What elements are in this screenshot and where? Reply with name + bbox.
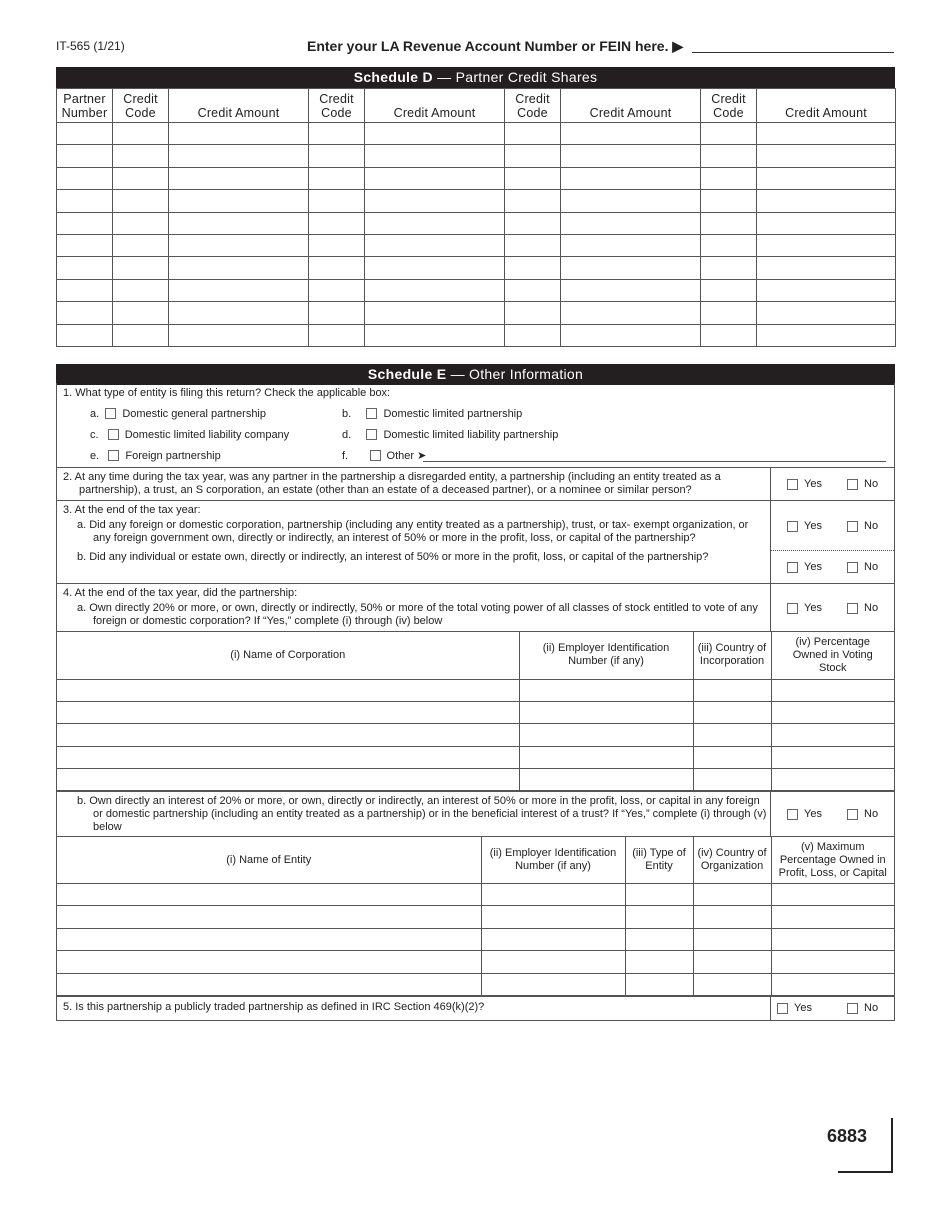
checkbox[interactable]	[787, 809, 798, 820]
other-entity-line[interactable]	[423, 461, 886, 462]
question-4a-text: a. Own directly 20% or more, or own, directly or indirectly, 50% or more of the total voting power of all classes of stock entitled to vote of any foreign or domestic corporation? If “Yes,” complete (i) through (iv) below	[77, 602, 758, 627]
input-cell[interactable]	[505, 167, 561, 189]
checkbox[interactable]	[108, 429, 119, 440]
col-credit-amount: Credit Amount	[365, 89, 505, 123]
table-row	[57, 190, 896, 212]
account-number-prompt: Enter your LA Revenue Account Number or FEIN here. ▶	[307, 38, 684, 54]
input-cell[interactable]	[169, 234, 309, 256]
input-cell[interactable]	[57, 928, 481, 950]
input-cell[interactable]	[757, 123, 896, 145]
corporation-table-row	[57, 632, 894, 792]
col-credit-code: Credit Code	[113, 89, 169, 123]
input-cell[interactable]	[481, 906, 625, 928]
input-cell[interactable]	[561, 212, 701, 234]
input-cell[interactable]	[701, 279, 757, 301]
input-cell[interactable]	[169, 190, 309, 212]
schedule-e	[56, 383, 895, 1021]
checkbox[interactable]	[105, 408, 116, 419]
col-corp-name: (i) Name of Corporation	[57, 632, 519, 679]
input-cell[interactable]	[57, 324, 113, 346]
question-3	[57, 501, 894, 584]
input-cell[interactable]	[561, 279, 701, 301]
table-row	[57, 724, 894, 746]
input-cell[interactable]	[309, 279, 365, 301]
input-cell[interactable]	[561, 234, 701, 256]
table-row	[57, 145, 896, 167]
input-cell[interactable]	[561, 123, 701, 145]
input-cell[interactable]	[365, 257, 505, 279]
input-cell[interactable]	[701, 123, 757, 145]
schedule-d	[56, 67, 895, 347]
input-cell[interactable]	[701, 145, 757, 167]
input-cell[interactable]	[169, 167, 309, 189]
input-cell[interactable]	[701, 190, 757, 212]
option-c[interactable]: c. Domestic limited liability company	[90, 429, 290, 441]
schedule-d-title: Schedule D — Partner Credit Shares	[56, 67, 895, 88]
answer-cell	[770, 468, 894, 500]
entity-table-row	[57, 837, 894, 996]
input-cell[interactable]	[757, 234, 896, 256]
input-cell[interactable]	[701, 167, 757, 189]
no-option[interactable]: No	[847, 1002, 878, 1015]
table-row	[57, 302, 896, 324]
table-row	[57, 951, 894, 973]
checkbox[interactable]	[366, 408, 377, 419]
col-entity-country: (iv) Country of Organization	[693, 837, 771, 883]
input-cell[interactable]	[693, 883, 771, 905]
input-cell[interactable]	[169, 302, 309, 324]
checkbox[interactable]	[847, 809, 858, 820]
input-cell[interactable]	[57, 279, 113, 301]
checkbox[interactable]	[777, 1003, 788, 1014]
input-cell[interactable]	[309, 167, 365, 189]
input-cell[interactable]	[57, 951, 481, 973]
checkbox[interactable]	[370, 450, 381, 461]
input-cell[interactable]	[169, 324, 309, 346]
answer-cell	[770, 584, 894, 631]
input-cell[interactable]	[771, 746, 894, 768]
question-1-text: 1. What type of entity is filing this return? Check the applicable box:	[63, 387, 391, 399]
form-number: 6883	[826, 1126, 867, 1146]
input-cell[interactable]	[57, 145, 113, 167]
input-cell[interactable]	[519, 769, 693, 791]
input-cell[interactable]	[309, 234, 365, 256]
no-option[interactable]: No	[847, 602, 878, 615]
yes-option[interactable]: Yes	[787, 808, 822, 821]
input-cell[interactable]	[113, 212, 169, 234]
input-cell[interactable]	[365, 212, 505, 234]
col-credit-code: Credit Code	[701, 89, 757, 123]
table-row	[57, 769, 894, 791]
input-cell[interactable]	[113, 145, 169, 167]
input-cell[interactable]	[519, 679, 693, 701]
checkbox[interactable]	[787, 479, 798, 490]
input-cell[interactable]	[757, 302, 896, 324]
partner-credit-table	[56, 88, 896, 347]
col-entity-name: (i) Name of Entity	[57, 837, 481, 883]
input-cell[interactable]	[57, 746, 519, 768]
input-cell[interactable]	[481, 883, 625, 905]
input-cell[interactable]	[481, 951, 625, 973]
col-credit-amount: Credit Amount	[169, 89, 309, 123]
input-cell[interactable]	[693, 769, 771, 791]
question-4-text: 4. At the end of the tax year, did the partnership:	[63, 587, 298, 599]
input-cell[interactable]	[757, 167, 896, 189]
answer-cell	[770, 997, 894, 1020]
yes-option[interactable]: Yes	[787, 478, 822, 491]
option-a[interactable]: a. Domestic general partnership	[90, 408, 266, 420]
option-d[interactable]: d. Domestic limited liability partnership	[342, 429, 559, 441]
table-row	[57, 123, 896, 145]
input-cell[interactable]	[625, 883, 693, 905]
input-cell[interactable]	[365, 167, 505, 189]
answer-cell	[770, 501, 894, 583]
input-cell[interactable]	[309, 302, 365, 324]
input-cell[interactable]	[701, 257, 757, 279]
input-cell[interactable]	[505, 123, 561, 145]
input-cell[interactable]	[505, 324, 561, 346]
input-cell[interactable]	[757, 145, 896, 167]
checkbox[interactable]	[787, 603, 798, 614]
input-cell[interactable]	[57, 190, 113, 212]
input-cell[interactable]	[693, 973, 771, 995]
no-option-3b[interactable]: No	[847, 561, 878, 574]
col-corp-country: (iii) Country of Incorporation	[693, 632, 771, 679]
input-cell[interactable]	[693, 724, 771, 746]
table-row	[57, 883, 894, 905]
input-cell[interactable]	[771, 724, 894, 746]
col-credit-code: Credit Code	[309, 89, 365, 123]
input-cell[interactable]	[309, 324, 365, 346]
input-cell[interactable]	[771, 928, 894, 950]
input-cell[interactable]	[57, 701, 519, 723]
checkbox[interactable]	[108, 450, 119, 461]
input-cell[interactable]	[113, 302, 169, 324]
input-cell[interactable]	[505, 212, 561, 234]
col-credit-amount: Credit Amount	[561, 89, 701, 123]
question-4a	[57, 584, 894, 632]
input-cell[interactable]	[693, 951, 771, 973]
input-cell[interactable]	[505, 145, 561, 167]
input-cell[interactable]	[505, 257, 561, 279]
question-4b	[57, 792, 894, 837]
input-cell[interactable]	[625, 951, 693, 973]
input-cell[interactable]	[113, 234, 169, 256]
input-cell[interactable]	[57, 234, 113, 256]
question-4b-text: b. Own directly an interest of 20% or more, or own, directly or indirectly, an interest of 50% or more in the profit, loss, or capital in any foreign or domestic partnership (including an entity treated as a partnership) or in the beneficial interest of a trust? If “Yes,” complete (i) through (v) below	[77, 795, 767, 834]
checkbox[interactable]	[847, 1003, 858, 1014]
question-3-text: 3. At the end of the tax year:	[63, 504, 201, 516]
checkbox[interactable]	[847, 562, 858, 573]
input-cell[interactable]	[169, 212, 309, 234]
input-cell[interactable]	[701, 302, 757, 324]
input-cell[interactable]	[169, 123, 309, 145]
input-cell[interactable]	[757, 279, 896, 301]
input-cell[interactable]	[481, 928, 625, 950]
schedule-e-title-bar	[56, 364, 895, 385]
input-cell[interactable]	[771, 973, 894, 995]
input-cell[interactable]	[365, 145, 505, 167]
col-partner-number: Partner Number	[57, 89, 113, 123]
checkbox[interactable]	[787, 562, 798, 573]
input-cell[interactable]	[309, 145, 365, 167]
input-cell[interactable]	[505, 190, 561, 212]
question-5	[57, 997, 894, 1020]
input-cell[interactable]	[113, 167, 169, 189]
col-entity-percent: (v) Maximum Percentage Owned in Profit, Loss, or Capital	[771, 837, 894, 883]
input-cell[interactable]	[57, 679, 519, 701]
answer-cell	[770, 792, 894, 836]
input-cell[interactable]	[365, 123, 505, 145]
input-cell[interactable]	[365, 279, 505, 301]
input-cell[interactable]	[365, 190, 505, 212]
input-cell[interactable]	[625, 973, 693, 995]
col-corp-ein: (ii) Employer Identification Number (if any)	[519, 632, 693, 679]
input-cell[interactable]	[169, 257, 309, 279]
input-cell[interactable]	[57, 123, 113, 145]
input-cell[interactable]	[309, 257, 365, 279]
input-cell[interactable]	[505, 302, 561, 324]
table-row	[57, 906, 894, 928]
input-cell[interactable]	[701, 324, 757, 346]
input-cell[interactable]	[57, 973, 481, 995]
input-cell[interactable]	[113, 190, 169, 212]
col-entity-type: (iii) Type of Entity	[625, 837, 693, 883]
input-cell[interactable]	[561, 167, 701, 189]
input-cell[interactable]	[57, 257, 113, 279]
input-cell[interactable]	[113, 123, 169, 145]
input-cell[interactable]	[113, 257, 169, 279]
checkbox[interactable]	[847, 521, 858, 532]
input-cell[interactable]	[365, 234, 505, 256]
checkbox[interactable]	[847, 479, 858, 490]
input-cell[interactable]	[693, 928, 771, 950]
table-row	[57, 212, 896, 234]
form-id: IT-565 (1/21)	[56, 39, 125, 53]
input-cell[interactable]	[57, 769, 519, 791]
input-cell[interactable]	[693, 906, 771, 928]
col-entity-ein: (ii) Employer Identification Number (if any)	[481, 837, 625, 883]
option-f[interactable]: f. Other ➤	[342, 450, 427, 462]
question-5-text: 5. Is this partnership a publicly traded partnership as defined in IRC Section 469(k)(2)?	[63, 1000, 485, 1013]
input-cell[interactable]	[693, 679, 771, 701]
input-cell[interactable]	[57, 167, 113, 189]
table-row	[57, 928, 894, 950]
input-cell[interactable]	[113, 279, 169, 301]
input-cell[interactable]	[561, 190, 701, 212]
input-cell[interactable]	[625, 928, 693, 950]
input-cell[interactable]	[561, 324, 701, 346]
input-cell[interactable]	[365, 302, 505, 324]
input-cell[interactable]	[757, 212, 896, 234]
input-cell[interactable]	[561, 257, 701, 279]
no-option[interactable]: No	[847, 808, 878, 821]
question-3b-text: b. Did any individual or estate own, directly or indirectly, an interest of 50% or more in the profit, loss, or capital of the partnership?	[77, 551, 709, 563]
option-e[interactable]: e. Foreign partnership	[90, 450, 221, 462]
table-row	[57, 257, 896, 279]
input-cell[interactable]	[505, 234, 561, 256]
input-cell[interactable]	[701, 212, 757, 234]
input-cell[interactable]	[309, 212, 365, 234]
input-cell[interactable]	[771, 951, 894, 973]
input-cell[interactable]	[693, 746, 771, 768]
table-row	[57, 746, 894, 768]
input-cell[interactable]	[561, 145, 701, 167]
corporation-table	[57, 632, 894, 791]
input-cell[interactable]	[309, 123, 365, 145]
entity-table	[57, 837, 894, 995]
input-cell[interactable]	[57, 212, 113, 234]
table-row	[57, 279, 896, 301]
input-cell[interactable]	[505, 279, 561, 301]
col-corp-percent: (iv) Percentage Owned in Voting Stock	[771, 632, 894, 679]
table-row	[57, 701, 894, 723]
yes-option-3b[interactable]: Yes	[787, 561, 822, 574]
no-option[interactable]: No	[847, 478, 878, 491]
input-cell[interactable]	[561, 302, 701, 324]
yes-option[interactable]: Yes	[777, 1002, 812, 1015]
input-cell[interactable]	[771, 701, 894, 723]
yes-option[interactable]: Yes	[787, 602, 822, 615]
input-cell[interactable]	[57, 724, 519, 746]
input-cell[interactable]	[771, 883, 894, 905]
input-cell[interactable]	[169, 279, 309, 301]
checkbox[interactable]	[366, 429, 377, 440]
input-cell[interactable]	[169, 145, 309, 167]
input-cell[interactable]	[57, 906, 481, 928]
input-cell[interactable]	[625, 906, 693, 928]
question-2	[57, 468, 894, 501]
input-cell[interactable]	[365, 324, 505, 346]
question-3a-text: a. Did any foreign or domestic corporation, partnership (including any entity treated as a partnership), trust, or tax- exempt organization, or any foreign government own, directly or indirectly, an interest of 50% or more in the profit, loss, or capital of the partnership?	[77, 519, 749, 544]
table-row	[57, 973, 894, 995]
input-cell[interactable]	[757, 190, 896, 212]
checkbox[interactable]	[787, 521, 798, 532]
account-number-field[interactable]	[692, 52, 894, 53]
table-row	[57, 167, 896, 189]
input-cell[interactable]	[481, 973, 625, 995]
question-1	[57, 383, 894, 468]
option-b[interactable]: b. Domestic limited partnership	[342, 408, 523, 420]
table-row	[57, 324, 896, 346]
input-cell[interactable]	[771, 769, 894, 791]
table-row	[57, 679, 894, 701]
table-row	[57, 234, 896, 256]
input-cell[interactable]	[519, 701, 693, 723]
input-cell[interactable]	[57, 302, 113, 324]
checkbox[interactable]	[847, 603, 858, 614]
input-cell[interactable]	[309, 190, 365, 212]
input-cell[interactable]	[757, 257, 896, 279]
input-cell[interactable]	[57, 883, 481, 905]
input-cell[interactable]	[771, 679, 894, 701]
input-cell[interactable]	[519, 724, 693, 746]
schedule-e-title: Schedule E — Other Information	[56, 364, 895, 385]
input-cell[interactable]	[519, 746, 693, 768]
input-cell[interactable]	[757, 324, 896, 346]
input-cell[interactable]	[771, 906, 894, 928]
input-cell[interactable]	[701, 234, 757, 256]
yes-option-3a[interactable]: Yes	[787, 520, 822, 533]
input-cell[interactable]	[113, 324, 169, 346]
question-2-text: 2. At any time during the tax year, was any partner in the partnership a disregarded entity, a partnership (including an entity treated as a partnership), a trust, an S corporation, an estate (other than an estate of a deceased partner), or a nominee or similar person?	[63, 471, 721, 496]
col-credit-code: Credit Code	[505, 89, 561, 123]
input-cell[interactable]	[693, 701, 771, 723]
no-option-3a[interactable]: No	[847, 520, 878, 533]
col-credit-amount: Credit Amount	[757, 89, 896, 123]
